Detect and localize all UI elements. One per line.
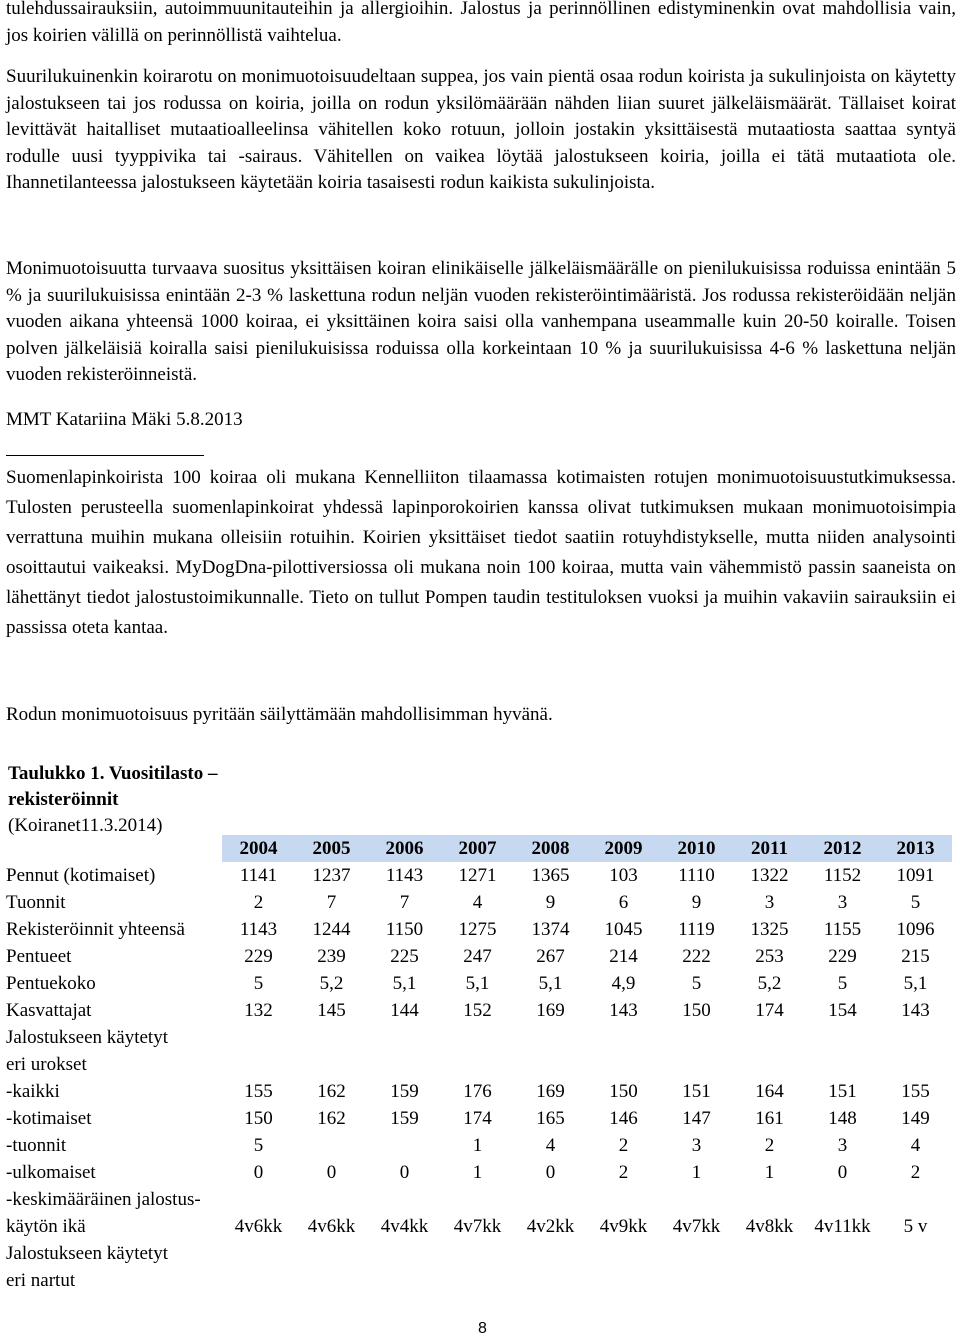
- table-row: [6, 1267, 952, 1294]
- table-cell: 214: [609, 946, 638, 967]
- row-label: -kaikki: [6, 1081, 60, 1102]
- table-cell: [733, 1267, 806, 1294]
- table-cell: 1141: [239, 865, 278, 886]
- table-cell: 155: [901, 1081, 930, 1102]
- table-cell: [733, 1024, 806, 1051]
- table-cell: 144: [390, 1000, 419, 1021]
- table-cell: 1244: [312, 919, 351, 940]
- table-cell: 5: [837, 973, 848, 994]
- table-cell: [660, 1267, 733, 1294]
- table-cell: 169: [536, 1000, 565, 1021]
- table-row: [6, 970, 952, 997]
- table-cell: 1322: [750, 865, 789, 886]
- table-cell: [660, 1051, 733, 1078]
- table-cell: 247: [463, 946, 492, 967]
- table-cell: 174: [755, 1000, 784, 1021]
- table-cell: 9: [545, 892, 556, 913]
- table-cell: [514, 1267, 587, 1294]
- paragraph-breed-diversity: Suurilukuinenkin koirarotu on monimuotoisuudeltaan suppea, jos vain pientä osaa rodun koirista ja sukulinjoista on käytetty jalostukseen tai jos rodussa on koiria, joilla on rodun yksilömäärään nähden liian suuret jälkeläismäärät. Tällaiset koirat levittävät haitalliset mutaatioalleelinsa vähitellen koko rotuun, jolloin jostakin yksittäisestä mutaatiosta saattaa syntyä rodulle uusi tyyppivika tai -sairaus. Vähitellen on vaikea löytää jalostukseen koiria, joilla ei tätä mutaatiota ole. Ihannetilanteessa jalostukseen käytetään koiria tasaisesti rodun kaikista sukulinjoista.: [6, 66, 956, 193]
- table-cell: 1152: [823, 865, 862, 886]
- table-cell: [222, 1267, 295, 1294]
- table-cell: 7: [399, 892, 410, 913]
- table-row: [6, 1132, 952, 1159]
- table-cell: 9: [691, 892, 702, 913]
- table-cell: 151: [682, 1081, 711, 1102]
- table-cell: 162: [317, 1081, 346, 1102]
- row-label: käytön ikä: [6, 1216, 86, 1237]
- row-label: -kotimaiset: [6, 1108, 92, 1129]
- table-cell: [295, 1051, 368, 1078]
- table-cell: 132: [244, 1000, 273, 1021]
- table-cell: [514, 1024, 587, 1051]
- table-cell: [587, 1240, 660, 1267]
- table-row: [6, 916, 952, 943]
- row-label: eri urokset: [6, 1054, 87, 1075]
- table-cell: [587, 1024, 660, 1051]
- table-cell: [368, 1132, 441, 1159]
- table-cell: 159: [390, 1108, 419, 1129]
- table-body: [6, 862, 952, 1294]
- table-cell: [368, 1051, 441, 1078]
- table-cell: 1: [472, 1162, 483, 1183]
- table-cell: [660, 1240, 733, 1267]
- table-cell: [368, 1024, 441, 1051]
- table-cell: [441, 1024, 514, 1051]
- table-cell: 5,1: [392, 973, 417, 994]
- table-cell: 3: [837, 1135, 848, 1156]
- table-cell: 6: [618, 892, 629, 913]
- table-cell: [295, 1267, 368, 1294]
- table-row: [6, 1159, 952, 1186]
- table-caption: [8, 761, 288, 839]
- table-cell: 1374: [531, 919, 570, 940]
- table-row: [6, 1024, 952, 1051]
- row-label: eri nartut: [6, 1270, 76, 1291]
- table-cell: 1091: [896, 865, 935, 886]
- table-cell: 1143: [385, 865, 424, 886]
- table-cell: [295, 1186, 368, 1213]
- table-cell: [733, 1240, 806, 1267]
- table-cell: 1150: [385, 919, 424, 940]
- table-cell: 174: [463, 1108, 492, 1129]
- table-cell: [806, 1267, 879, 1294]
- table-header-row: [6, 835, 952, 862]
- table-cell: 4,9: [611, 973, 636, 994]
- table-cell: [879, 1186, 952, 1213]
- header-year: 2011: [733, 835, 806, 862]
- table-cell: 225: [390, 946, 419, 967]
- table-cell: 0: [545, 1162, 556, 1183]
- table-cell: [441, 1051, 514, 1078]
- table-cell: 1155: [823, 919, 862, 940]
- table-cell: [587, 1267, 660, 1294]
- table-cell: 239: [317, 946, 346, 967]
- table-row: [6, 1213, 952, 1240]
- table-row: [6, 862, 952, 889]
- table-cell: 5: [910, 892, 921, 913]
- table-cell: 148: [828, 1108, 857, 1129]
- table-cell: 143: [609, 1000, 638, 1021]
- header-year: 2013: [879, 835, 952, 862]
- table-cell: [660, 1024, 733, 1051]
- table-cell: 215: [901, 946, 930, 967]
- table-cell: 0: [837, 1162, 848, 1183]
- table-cell: [514, 1240, 587, 1267]
- row-label: Pennut (kotimaiset): [6, 865, 156, 886]
- table-cell: 1325: [750, 919, 789, 940]
- table-cell: [587, 1186, 660, 1213]
- row-label: Jalostukseen käytetyt: [6, 1243, 168, 1264]
- table-cell: 4v7kk: [672, 1216, 721, 1237]
- table-cell: 1119: [678, 919, 715, 940]
- table-cell: [660, 1186, 733, 1213]
- table-cell: 150: [609, 1081, 638, 1102]
- table-cell: [441, 1267, 514, 1294]
- table-cell: 161: [755, 1108, 784, 1129]
- table-cell: [879, 1240, 952, 1267]
- paragraph-goal: Rodun monimuotoisuus pyritään säilyttämään mahdollisimman hyvänä.: [6, 704, 553, 725]
- table-cell: [222, 1240, 295, 1267]
- table-cell: 4v11kk: [814, 1216, 871, 1237]
- table-cell: 5 v: [903, 1216, 928, 1237]
- row-label: Jalostukseen käytetyt: [6, 1027, 168, 1048]
- table-cell: 1237: [312, 865, 351, 886]
- table-cell: 253: [755, 946, 784, 967]
- table-cell: 1365: [531, 865, 570, 886]
- table-cell: [587, 1051, 660, 1078]
- header-empty-cell: [6, 835, 222, 862]
- table-cell: [222, 1024, 295, 1051]
- table-cell: 3: [764, 892, 775, 913]
- table-cell: 1275: [458, 919, 497, 940]
- header-year: 2005: [295, 835, 368, 862]
- table-cell: [733, 1051, 806, 1078]
- table-row: [6, 1186, 952, 1213]
- row-label: -ulkomaiset: [6, 1162, 96, 1183]
- table-cell: 2: [618, 1162, 629, 1183]
- row-label: Kasvattajat: [6, 1000, 92, 1021]
- registration-statistics-table: [6, 835, 952, 1294]
- table-cell: 0: [399, 1162, 410, 1183]
- table-cell: [806, 1240, 879, 1267]
- table-caption-source: (Koiranet11.3.2014): [8, 815, 163, 836]
- table-cell: 5: [253, 973, 264, 994]
- header-year: 2007: [441, 835, 514, 862]
- table-cell: 165: [536, 1108, 565, 1129]
- table-cell: 4v7kk: [453, 1216, 502, 1237]
- table-cell: [222, 1051, 295, 1078]
- table-cell: [733, 1186, 806, 1213]
- table-cell: [806, 1186, 879, 1213]
- table-cell: [879, 1267, 952, 1294]
- table-cell: 150: [682, 1000, 711, 1021]
- table-cell: 229: [828, 946, 857, 967]
- row-label: Pentueet: [6, 946, 72, 967]
- table-cell: 4: [472, 892, 483, 913]
- table-cell: 151: [828, 1081, 857, 1102]
- table-row: [6, 943, 952, 970]
- header-year: 2010: [660, 835, 733, 862]
- row-label: Tuonnit: [6, 892, 66, 913]
- table-cell: [514, 1186, 587, 1213]
- table-cell: 4: [545, 1135, 556, 1156]
- table-row: [6, 889, 952, 916]
- table-cell: 4v8kk: [745, 1216, 794, 1237]
- table-cell: 1: [691, 1162, 702, 1183]
- table-cell: 1: [472, 1135, 483, 1156]
- table-cell: 0: [326, 1162, 337, 1183]
- paragraph-recommendation: Monimuotoisuutta turvaava suositus yksittäisen koiran elinikäiselle jälkeläismäärälle on pienilukuisissa roduissa enintään 5 % ja suurilukuisissa enintään 2-3 % laskettuna rodun neljän vuoden rekisteröintimääristä. Jos rodussa rekisteröidään neljän vuoden aikana yhteensä 1000 koiraa, ei yksittäinen koira saisi olla vanhempana useammalle kuin 20-50 koiralle. Toisen polven jälkeläisiä koiralla saisi pienilukuisissa roduissa olla korkeintaan 10 % ja suurilukuisissa 4-6 % laskettuna neljän vuoden rekisteröinneistä.: [6, 258, 956, 385]
- separator-line: [6, 455, 204, 456]
- table-cell: [368, 1186, 441, 1213]
- table-cell: 4v6kk: [307, 1216, 356, 1237]
- table-cell: 176: [463, 1081, 492, 1102]
- table-cell: 164: [755, 1081, 784, 1102]
- header-year: 2004: [222, 835, 295, 862]
- table-row: [6, 1105, 952, 1132]
- table-cell: [295, 1024, 368, 1051]
- table-cell: 222: [682, 946, 711, 967]
- table-cell: 1143: [239, 919, 278, 940]
- table-cell: 2: [253, 892, 264, 913]
- table-row: [6, 1051, 952, 1078]
- header-year: 2009: [587, 835, 660, 862]
- table-cell: 1110: [678, 865, 715, 886]
- table-cell: 152: [463, 1000, 492, 1021]
- table-row: [6, 997, 952, 1024]
- table-cell: [879, 1024, 952, 1051]
- table-row: [6, 1078, 952, 1105]
- paragraph-diversity-study: Suomenlapinkoirista 100 koiraa oli mukana Kennelliiton tilaamassa kotimaisten rotujen monimuotoisuustutkimuksessa. Tulosten perusteella suomenlapinkoirat yhdessä lapinporokoirien kanssa olivat tutkimuksen mukaan monimuotoisimpia verrattuna muihin mukana olleisiin rotuihin. Koirien yksittäiset tiedot saatiin rotuyhdistykselle, mutta niiden analysointi osoittautui vaikeaksi. MyDogDna-pilottiversiossa oli mukana noin 100 koiraa, mutta vain vähemmistö passin saaneista on lähettänyt tiedot jalostustoimikunnalle. Tieto on tullut Pompen taudin testituloksen vuoksi ja muihin vakaviin sairauksiin ei passissa oteta kantaa.: [6, 467, 956, 638]
- table-cell: 0: [253, 1162, 264, 1183]
- row-label: -tuonnit: [6, 1135, 67, 1156]
- table-cell: 4v2kk: [526, 1216, 575, 1237]
- table-cell: 4: [910, 1135, 921, 1156]
- header-year: 2012: [806, 835, 879, 862]
- table-cell: 267: [536, 946, 565, 967]
- header-year: 2006: [368, 835, 441, 862]
- table-cell: 1096: [896, 919, 935, 940]
- table-cell: 4v4kk: [380, 1216, 429, 1237]
- table-cell: 155: [244, 1081, 273, 1102]
- table-cell: [368, 1240, 441, 1267]
- table-cell: 3: [837, 892, 848, 913]
- table-cell: 143: [901, 1000, 930, 1021]
- table-cell: 5,1: [903, 973, 928, 994]
- table-cell: 145: [317, 1000, 346, 1021]
- table-cell: [441, 1240, 514, 1267]
- table-cell: 5,2: [757, 973, 782, 994]
- table-cell: 4v6kk: [234, 1216, 283, 1237]
- author-signature: MMT Katariina Mäki 5.8.2013: [6, 409, 243, 430]
- table-cell: [222, 1186, 295, 1213]
- table-cell: 154: [828, 1000, 857, 1021]
- table-cell: 5,1: [465, 973, 490, 994]
- table-cell: [806, 1051, 879, 1078]
- table-cell: [441, 1186, 514, 1213]
- table-cell: 5: [253, 1135, 264, 1156]
- table-row: [6, 1240, 952, 1267]
- table-cell: 229: [244, 946, 273, 967]
- table-cell: 3: [691, 1135, 702, 1156]
- row-label: Pentuekoko: [6, 973, 96, 994]
- paragraph-intro-continuation: tulehdussairauksiin, autoimmuunitauteihin ja allergioihin. Jalostus ja perinnöllinen edistyminenkin ovat mahdollisia vain, jos koirien välillä on perinnöllistä vaihtelua.: [6, 0, 956, 46]
- table-cell: 147: [682, 1108, 711, 1129]
- table-cell: 5,2: [319, 973, 344, 994]
- table-cell: 103: [609, 865, 638, 886]
- table-cell: [879, 1051, 952, 1078]
- table-cell: 2: [910, 1162, 921, 1183]
- table-cell: 5,1: [538, 973, 563, 994]
- table-cell: 5: [691, 973, 702, 994]
- table-cell: [295, 1132, 368, 1159]
- table-cell: [368, 1267, 441, 1294]
- table-cell: 4v9kk: [599, 1216, 648, 1237]
- table-cell: 146: [609, 1108, 638, 1129]
- table-cell: 162: [317, 1108, 346, 1129]
- header-year: 2008: [514, 835, 587, 862]
- table-cell: 2: [618, 1135, 629, 1156]
- table-cell: [295, 1240, 368, 1267]
- table-cell: 1271: [458, 865, 497, 886]
- table-cell: 1: [764, 1162, 775, 1183]
- table-cell: 150: [244, 1108, 273, 1129]
- table-cell: 149: [901, 1108, 930, 1129]
- table-cell: 1045: [604, 919, 643, 940]
- table-cell: 7: [326, 892, 337, 913]
- table-cell: [806, 1024, 879, 1051]
- table-caption-title: Taulukko 1. Vuositilasto – rekisteröinnit: [8, 763, 218, 810]
- table-cell: 159: [390, 1081, 419, 1102]
- table-cell: 169: [536, 1081, 565, 1102]
- page-number: 8: [478, 1320, 487, 1337]
- table-cell: 2: [764, 1135, 775, 1156]
- row-label: -keskimääräinen jalostus-: [6, 1189, 201, 1210]
- table-cell: [514, 1051, 587, 1078]
- row-label: Rekisteröinnit yhteensä: [6, 919, 185, 940]
